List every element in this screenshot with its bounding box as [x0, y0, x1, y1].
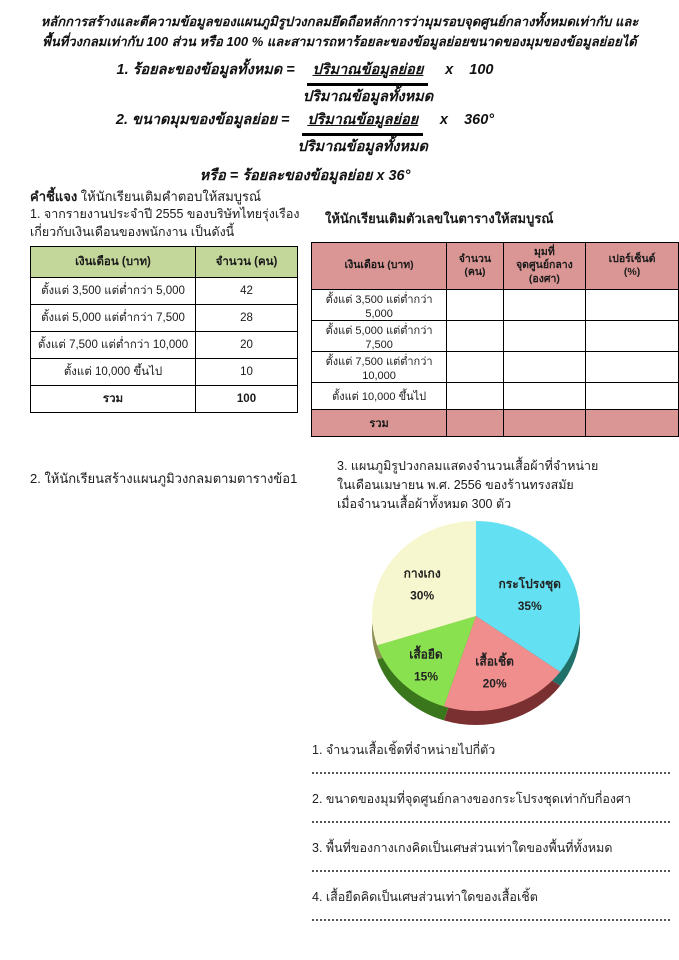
pie-slice-percent: 30%: [410, 588, 435, 603]
answer-cell: [503, 321, 585, 352]
pie-slice-label: เสื้อยืด: [409, 647, 443, 662]
table-row: [312, 290, 679, 321]
problem-3-line-3: เมื่อจำนวนเสื้อผ้าทั้งหมด 300 ตัว: [337, 496, 512, 511]
formula-block: [0, 61, 610, 187]
formula-2-denominator: ปริมาณข้อมูลทั้งหมด: [297, 138, 428, 155]
salary-range: ตั้งแต่ 10,000 ขึ้นไป: [31, 359, 196, 386]
problem-3-text: [337, 457, 652, 513]
salary-table-header-salary: เงินเดือน (บาท): [31, 247, 196, 278]
formula-2-label: 2. ขนาดมุมของข้อมูลย่อย =: [115, 112, 290, 129]
question-list: [312, 740, 670, 936]
salary-range: ตั้งแต่ 3,500 แต่ต่ำกว่า 5,000: [31, 278, 196, 305]
answer-cell: [447, 383, 503, 410]
pie-chart: [350, 510, 602, 745]
salary-count: 10: [196, 359, 298, 386]
formula-1-numerator: ปริมาณข้อมูลย่อย: [307, 61, 428, 86]
salary-range: ตั้งแต่ 5,000 แต่ต่ำกว่า 7,500: [31, 305, 196, 332]
table-row: [31, 278, 298, 305]
formula-1-multiplier: x 100: [445, 62, 494, 78]
problem-1-line-1: 1. จากรายงานประจำปี 2555 ของบริษัทไทยรุ่งเรือง: [30, 207, 300, 221]
answer-cell: [447, 410, 503, 437]
salary-table-header-count: จำนวน (คน): [196, 247, 298, 278]
formula-1-label: 1. ร้อยละของข้อมูลทั้งหมด =: [116, 62, 295, 78]
formula-2-fraction: [298, 111, 428, 157]
answer-cell: [586, 290, 679, 321]
problem-2-text: 2. ให้นักเรียนสร้างแผนภูมิวงกลมตามตารางข้อ1: [30, 471, 298, 486]
answer-cell: [447, 352, 503, 383]
problem-3-line-1: 3. แผนภูมิรูปวงกลมแสดงจำนวนเสื้อผ้าที่จำหน่าย: [337, 459, 599, 473]
fill-table-header-angle: มุมที่ จุดศูนย์กลาง (องศา): [503, 243, 585, 290]
salary-table-header-row: [31, 247, 298, 278]
answer-cell: [586, 383, 679, 410]
salary-range: ตั้งแต่ 7,500 แต่ต่ำกว่า 10,000: [312, 352, 447, 383]
pie-slice-label: เสื้อเชิ้ต: [475, 654, 514, 669]
fill-table-header-count: จำนวน (คน): [447, 243, 503, 290]
table-row: [312, 352, 679, 383]
salary-range: ตั้งแต่ 7,500 แต่ต่ำกว่า 10,000: [31, 332, 196, 359]
salary-count: 42: [196, 278, 298, 305]
fill-table-header-salary: เงินเดือน (บาท): [312, 243, 447, 290]
problem-3-line-2: ในเดือนเมษายน พ.ศ. 2556 ของร้านทรงสมัย: [337, 477, 574, 492]
question-1: 1. จำนวนเสื้อเชิ้ตที่จำหน่ายไปกี่ตัว: [312, 743, 496, 757]
formula-2-multiplier: x 360°: [439, 112, 495, 129]
answer-cell: [503, 290, 585, 321]
answer-cell: [447, 321, 503, 352]
problem-1-text: [30, 205, 340, 241]
total-value: 100: [196, 386, 298, 413]
pie-slice-percent: 20%: [482, 676, 507, 691]
fill-table-title: ให้นักเรียนเติมตัวเลขในตารางให้สมบูรณ์: [325, 211, 554, 226]
fill-table-header-percent: เปอร์เซ็นต์ (%): [586, 243, 679, 290]
problem-1-line-2: เกี่ยวกับเงินเดือนของพนักงาน เป็นดังนี้: [30, 225, 235, 240]
intro-paragraph: [20, 12, 659, 51]
answer-cell: [503, 410, 585, 437]
formula-1-denominator: ปริมาณข้อมูลทั้งหมด: [302, 88, 434, 105]
salary-range: ตั้งแต่ 5,000 แต่ต่ำกว่า 7,500: [312, 321, 447, 352]
salary-table: [30, 246, 298, 413]
formula-1-fraction: [303, 61, 433, 107]
pie-slice-label: กางเกง: [403, 566, 441, 581]
table-row: [312, 383, 679, 410]
fill-table-total-row: [312, 410, 679, 437]
question-2: 2. ขนาดของมุมที่จุดศูนย์กลางของกระโปรงชุดเท่ากับกี่องศา: [312, 792, 631, 806]
instructions-heading: คำชี้แจง: [30, 189, 78, 204]
table-row: [31, 305, 298, 332]
total-label: รวม: [312, 410, 447, 437]
table-row: [31, 332, 298, 359]
table-row: [312, 321, 679, 352]
salary-count: 28: [196, 305, 298, 332]
answer-line-2: [312, 811, 670, 823]
pie-chart-container: [350, 510, 602, 745]
salary-table-total-row: [31, 386, 298, 413]
formula-2-numerator: ปริมาณข้อมูลย่อย: [302, 111, 423, 136]
answer-cell: [503, 352, 585, 383]
answer-cell: [447, 290, 503, 321]
intro-line-1: หลักการสร้างและตีความข้อมูลของแผนภูมิรูปวงกลมยึดถือหลักการว่ามุมรอบจุดศูนย์กลางทั้งหมดเท่ากับ และ: [40, 14, 639, 29]
fill-in-table-header-row: [312, 243, 679, 290]
intro-line-2: พื้นที่วงกลมเท่ากับ 100 ส่วน หรือ 100 % และสามารถหาร้อยละของข้อมูลย่อยขนาดของมุมของข้อมูลย่อยได้: [42, 33, 637, 49]
question-4: 4. เสื้อยืดคิดเป็นเศษส่วนเท่าใดของเสื้อเชิ้ต: [312, 890, 538, 904]
pie-slice-label: กระโปรงชุด: [498, 576, 561, 591]
answer-cell: [586, 321, 679, 352]
answer-line-4: [312, 909, 670, 921]
instructions-text: ให้นักเรียนเติมคำตอบให้สมบูรณ์: [80, 189, 262, 204]
formula-2: [116, 111, 494, 157]
salary-range: ตั้งแต่ 10,000 ขึ้นไป: [312, 383, 447, 410]
pie-slice-percent: 35%: [517, 598, 542, 613]
answer-cell: [586, 352, 679, 383]
formula-3: หรือ = ร้อยละของข้อมูลย่อย x 36°: [199, 168, 411, 185]
total-label: รวม: [31, 386, 196, 413]
answer-line-3: [312, 860, 670, 872]
table-row: [31, 359, 298, 386]
answer-line-1: [312, 762, 670, 774]
fill-in-table: [311, 242, 679, 437]
formula-1: [117, 61, 494, 107]
pie-slice-percent: 15%: [413, 669, 439, 684]
salary-range: ตั้งแต่ 3,500 แต่ต่ำกว่า 5,000: [312, 290, 447, 321]
answer-cell: [503, 383, 585, 410]
instructions-line: [30, 186, 261, 207]
question-3: 3. พื้นที่ของกางเกงคิดเป็นเศษส่วนเท่าใดของพื้นที่ทั้งหมด: [312, 841, 613, 855]
salary-count: 20: [196, 332, 298, 359]
answer-cell: [586, 410, 679, 437]
